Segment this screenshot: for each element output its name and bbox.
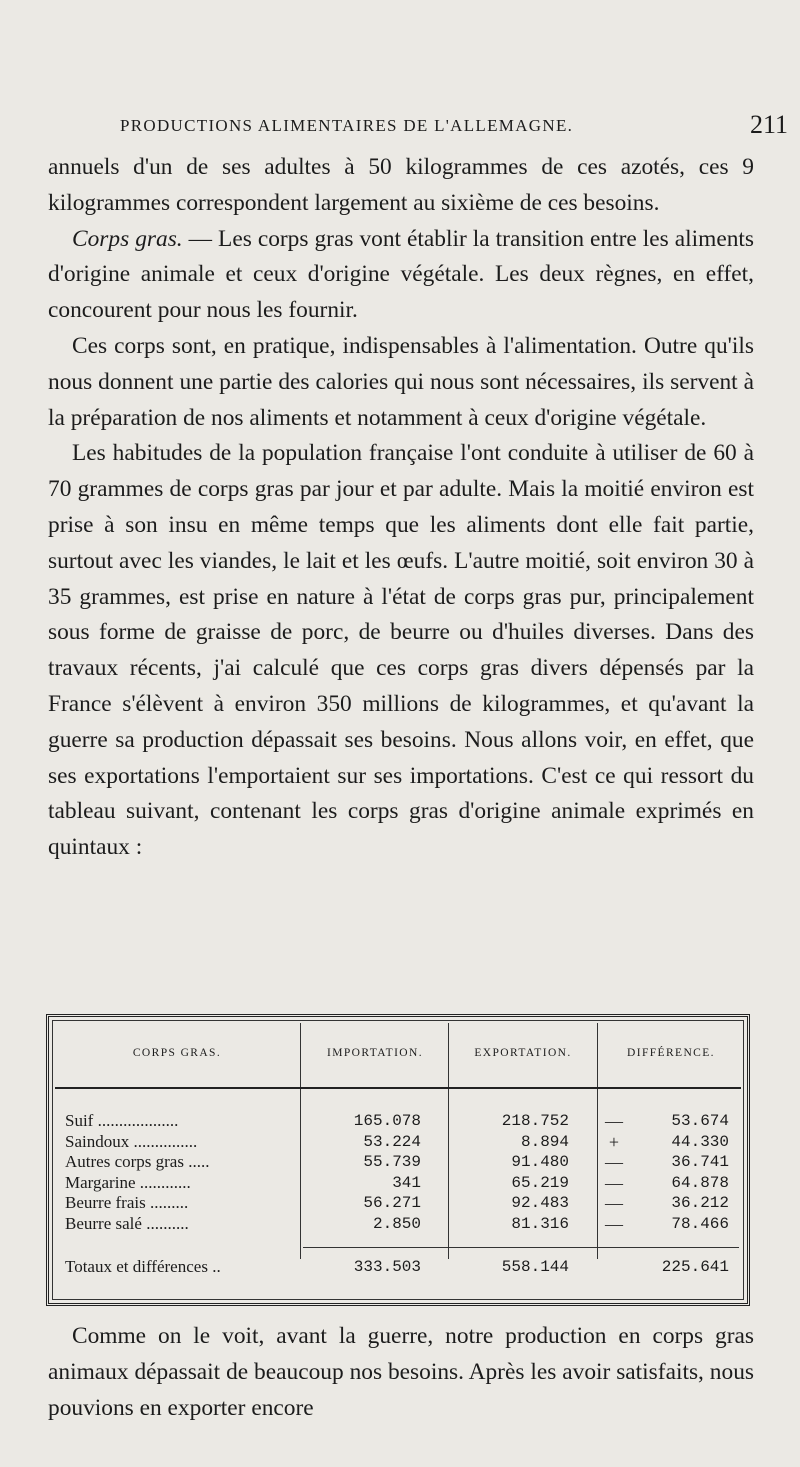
diff-sign: +	[608, 1131, 620, 1152]
paragraph-1: annuels d'un de ses adultes à 50 kilogrammes de ces azotés, ces 9 kilogrammes correspondent largement au sixième de ces besoins.	[48, 154, 754, 216]
paragraph-4: Les habitudes de la population française l'ont conduite à utiliser de 60 à 70 grammes de corps gras par jour et par adulte. Mais la moitié environ est prise à son insu en même temps que les aliments dont elle fait partie, surtout avec les viandes, le lait et les œufs. L'autre moitié, soit environ 30 à 35 grammes, est prise en nature à l'état de corps gras pur, principalement sous forme de graisse de porc, de beurre ou d'huiles diverses. Dans des travaux récents, j'ai calculé que ces corps gras divers dépensés par la France s'élèvent à environ 350 millions de kilogrammes, et qu'avant la guerre sa production dépassait ses besoins. Nous allons voir, en effet, que ses exportations l'emportaient sur ses importations. C'est ce qui ressort du tableau suivant, contenant les corps gras d'origine animale exprimés en quintaux :	[48, 440, 754, 861]
cell-exportation: 81.316	[511, 1214, 569, 1233]
table-row	[49, 1193, 747, 1214]
header-difference: DIFFÉRENCE.	[627, 1047, 715, 1059]
dot-leader: ...................	[97, 1111, 179, 1130]
section-lead: Corps gras.	[72, 225, 183, 252]
row-name: Margarine	[65, 1172, 136, 1192]
running-head	[120, 112, 788, 146]
row-name: Beurre salé	[65, 1213, 142, 1233]
totals-row	[49, 1257, 747, 1278]
dot-leader: ............	[139, 1172, 191, 1192]
cell-difference: 36.741	[671, 1153, 729, 1171]
closing-text	[48, 1318, 754, 1426]
total-importation: 333.503	[353, 1258, 421, 1276]
total-difference: 225.641	[661, 1258, 729, 1276]
cell-difference: 78.466	[671, 1214, 729, 1233]
header-rule	[55, 1087, 741, 1089]
row-name: Beurre frais	[65, 1193, 146, 1212]
header-exportation: EXPORTATION.	[474, 1047, 572, 1059]
cell-difference: 36.212	[671, 1194, 729, 1212]
paragraph-2-text: — Les corps gras vont établir la transition entre les aliments d'origine animale et ceux d'origine végétale. Les deux règnes, en effet, concourent pour nous les fournir.	[48, 225, 754, 324]
totals-rule	[303, 1247, 739, 1248]
total-exportation: 558.144	[501, 1258, 569, 1276]
cell-importation: 165.078	[353, 1112, 421, 1130]
body-text	[48, 150, 754, 866]
cell-difference: 64.878	[671, 1173, 729, 1192]
running-title: PRODUCTIONS ALIMENTAIRES DE L'ALLEMAGNE.	[120, 116, 574, 135]
table-row	[49, 1152, 747, 1173]
table-row	[49, 1173, 747, 1194]
cell-importation: 53.224	[363, 1132, 421, 1151]
row-name: Saindoux	[65, 1131, 130, 1151]
cell-difference: 53.674	[671, 1112, 729, 1130]
cell-importation: 2.850	[372, 1214, 421, 1233]
diff-sign: —	[605, 1172, 623, 1193]
dot-leader: ..	[212, 1257, 221, 1276]
diff-sign: —	[605, 1111, 623, 1131]
dot-leader: ..........	[146, 1213, 189, 1233]
cell-difference: 44.330	[671, 1132, 729, 1151]
paragraph-3: Ces corps sont, en pratique, indispensables à l'alimentation. Outre qu'ils nous donnent une partie des calories qui nous sont nécessaires, ils servent à la préparation de nos aliments et notamment à ceux d'origine végétale.	[48, 332, 754, 431]
paragraph-2	[48, 222, 754, 329]
header-corps-gras: CORPS GRAS.	[132, 1047, 222, 1059]
page-number: 211	[749, 110, 788, 139]
cell-importation: 341	[392, 1173, 421, 1192]
paragraph-5: Comme on le voit, avant la guerre, notre production en corps gras animaux dépassait de beaucoup nos besoins. Après les avoir satisfaits, nous pouvions en exporter encore	[48, 1323, 754, 1421]
cell-importation: 55.739	[363, 1153, 421, 1171]
diff-sign: —	[605, 1213, 623, 1234]
cell-exportation: 92.483	[511, 1194, 569, 1212]
diff-sign: —	[605, 1193, 623, 1213]
cell-exportation: 218.752	[501, 1112, 569, 1130]
dot-leader: .........	[149, 1193, 189, 1212]
dot-leader: ...............	[133, 1131, 198, 1151]
diff-sign: —	[605, 1152, 623, 1172]
table-row	[49, 1111, 747, 1132]
cell-exportation: 91.480	[511, 1153, 569, 1171]
row-name: Suif	[65, 1111, 94, 1130]
dot-leader: .....	[188, 1152, 210, 1171]
cell-exportation: 8.894	[520, 1132, 569, 1151]
header-importation: IMPORTATION.	[326, 1047, 423, 1059]
row-name: Autres corps gras	[65, 1152, 184, 1171]
totals-label: Totaux et différences	[65, 1257, 208, 1276]
cell-importation: 56.271	[363, 1194, 421, 1212]
fats-table	[46, 1014, 750, 1306]
table-row	[49, 1214, 747, 1235]
table-row	[49, 1132, 747, 1153]
cell-exportation: 65.219	[511, 1173, 569, 1192]
